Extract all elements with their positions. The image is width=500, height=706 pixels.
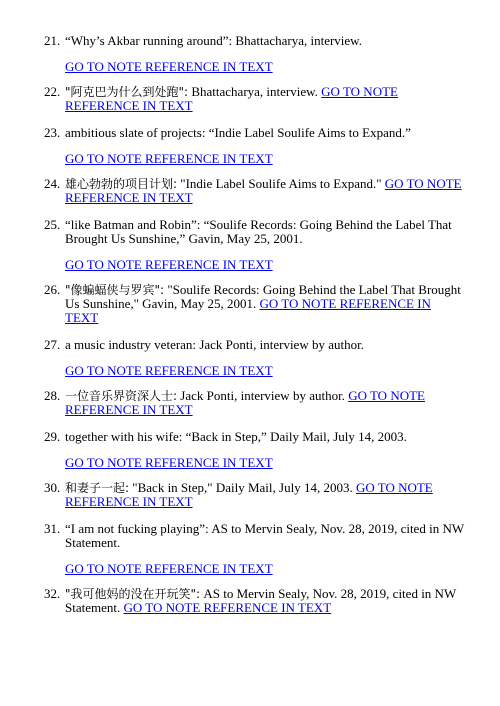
note-number: 23.	[44, 125, 61, 140]
note-item	[44, 481, 464, 509]
note-item	[44, 34, 464, 74]
note-quote: together with his wife:	[65, 429, 183, 444]
note-item	[44, 177, 464, 205]
note-reference-link[interactable]: GO TO NOTE REFERENCE IN TEXT	[65, 257, 273, 272]
note-reference-link[interactable]: GO TO NOTE REFERENCE IN TEXT	[65, 176, 462, 205]
note-source: Bhattacharya, interview.	[191, 84, 318, 99]
note-number: 24.	[44, 176, 61, 191]
note-quote: ambitious slate of projects:	[65, 125, 206, 140]
note-item	[44, 389, 464, 417]
note-reference-link[interactable]: GO TO NOTE REFERENCE IN TEXT	[65, 363, 273, 378]
notes-list	[44, 34, 464, 628]
note-reference-link[interactable]: GO TO NOTE REFERENCE IN TEXT	[123, 600, 332, 615]
note-source: “Soulife Records: Going Behind the Label That Brought Us Sunshine,” Gavin, May 25, 2001.	[65, 217, 452, 246]
note-source: AS to Mervin Sealy, Nov. 28, 2019, cited in NW Statement.	[65, 521, 464, 550]
note-reference-link[interactable]: GO TO NOTE REFERENCE IN TEXT	[65, 59, 273, 74]
note-source: "Soulife Records: Going Behind the Label That Brought Us Sunshine," Gavin, May 25, 2001.	[65, 282, 461, 311]
note-reference-link[interactable]: GO TO NOTE REFERENCE IN TEXT	[65, 296, 431, 325]
note-item	[44, 587, 464, 615]
note-reference-link[interactable]: GO TO NOTE REFERENCE IN TEXT	[65, 151, 273, 166]
note-quote: a music industry veteran:	[65, 337, 197, 352]
note-quote: "我可他妈的没在开玩笑":	[65, 587, 201, 601]
note-quote: 一位音乐界资深人士:	[65, 389, 178, 403]
note-source: Jack Ponti, interview by author.	[199, 337, 364, 352]
note-number: 27.	[44, 337, 61, 352]
note-item	[44, 283, 464, 325]
note-source: "Back in Step," Daily Mail, July 14, 2003.	[132, 480, 353, 495]
note-reference-link[interactable]: GO TO NOTE REFERENCE IN TEXT	[65, 84, 398, 113]
note-quote: “I am not fucking playing”:	[65, 521, 209, 536]
note-number: 22.	[44, 84, 61, 99]
note-source: Bhattacharya, interview.	[235, 33, 362, 48]
note-number: 32.	[44, 586, 61, 601]
note-quote: 雄心勃勃的项目计划:	[65, 177, 178, 191]
note-item	[44, 126, 464, 166]
note-number: 30.	[44, 480, 61, 495]
note-number: 28.	[44, 388, 61, 403]
note-number: 21.	[44, 33, 61, 48]
note-source: “Back in Step,” Daily Mail, July 14, 2003.	[185, 429, 407, 444]
note-item	[44, 85, 464, 113]
note-source: “Indie Label Soulife Aims to Expand.”	[208, 125, 411, 140]
note-quote: 和妻子一起:	[65, 481, 130, 495]
note-source: Jack Ponti, interview by author.	[180, 388, 345, 403]
note-item	[44, 522, 464, 576]
note-reference-link[interactable]: GO TO NOTE REFERENCE IN TEXT	[65, 561, 273, 576]
note-number: 26.	[44, 282, 61, 297]
note-reference-link[interactable]: GO TO NOTE REFERENCE IN TEXT	[65, 455, 273, 470]
note-quote: "阿克巴为什么到处跑":	[65, 85, 189, 99]
note-quote: "像蝙蝠侠与罗宾":	[65, 283, 165, 297]
note-reference-link[interactable]: GO TO NOTE REFERENCE IN TEXT	[65, 388, 425, 417]
note-item	[44, 430, 464, 470]
note-quote: “Why’s Akbar running around”:	[65, 33, 233, 48]
note-number: 25.	[44, 217, 61, 232]
note-reference-link[interactable]: GO TO NOTE REFERENCE IN TEXT	[65, 480, 433, 509]
note-quote: “like Batman and Robin”:	[65, 217, 201, 232]
note-source: AS to Mervin Sealy, Nov. 28, 2019, cited in NW Statement.	[65, 586, 456, 615]
note-item	[44, 218, 464, 272]
note-number: 31.	[44, 521, 61, 536]
note-item	[44, 338, 464, 378]
note-source: "Indie Label Soulife Aims to Expand."	[180, 176, 382, 191]
note-number: 29.	[44, 429, 61, 444]
